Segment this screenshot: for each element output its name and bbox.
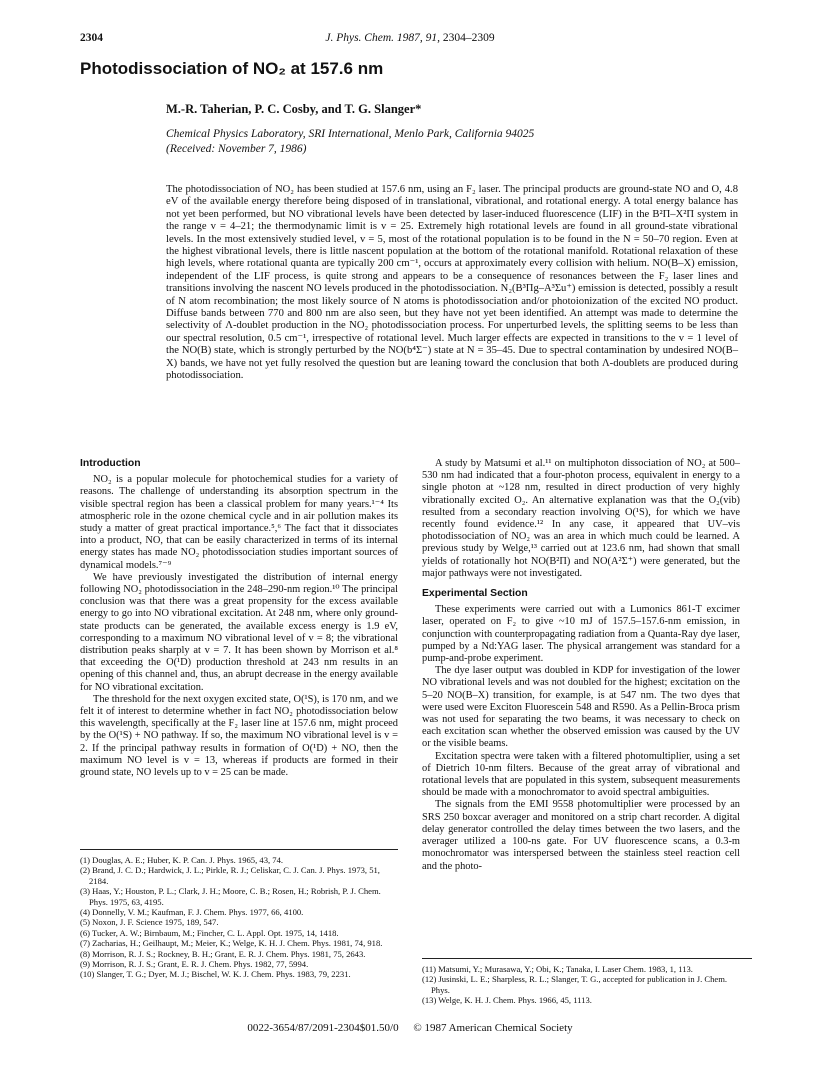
experimental-paragraph-1: These experiments were carried out with a Lumonics 861-T excimer laser, operated on F₂ to give ~10 mJ of 157.5–157.6-nm emission, in conjunction with counterpropagating radiation from a Quanta-Ray dye laser, pumped by a Nd:YAG laser. The physical arrangement was standard for a pump-and-probe experiment. <box>422 604 740 665</box>
left-column <box>80 458 398 779</box>
journal-year: 1987, <box>396 32 423 44</box>
page-footer <box>0 1022 820 1034</box>
reference-item: (8) Morrison, R. J. S.; Rockney, B. H.; Grant, E. R. J. Chem. Phys. 1981, 75, 2643. <box>80 948 366 959</box>
reference-item: (7) Zacharias, H.; Geilhaupt, M.; Meier, K.; Welge, K. H. J. Chem. Phys. 1981, 74, 918. <box>80 938 383 949</box>
journal-volume: 91, <box>425 32 441 44</box>
reference-item: (6) Tucker, A. W.; Birnbaum, M.; Fincher, C. L. Appl. Opt. 1975, 14, 1418. <box>80 927 339 938</box>
reference-item: (12) Jusinski, L. E.; Sharpless, R. L.; Slanger, T. G., accepted for publication in J. Chem. Phys. <box>422 974 728 995</box>
reference-item: (4) Donnelly, V. M.; Kaufman, F. J. Chem. Phys. 1977, 66, 4100. <box>80 907 304 918</box>
references-right <box>422 958 740 1006</box>
abstract: The photodissociation of NO₂ has been studied at 157.6 nm, using an F₂ laser. The principal products are ground-state NO and O, 4.8 eV of the available energy therefore being disposed of in translational, vibrational, and rotational energy. A total energy balance has not yet been performed, but NO vibrational levels have been detected by laser-induced fluorescence (LIF) in the B²Π–X²Π system in the range v = 4–21; the thermodynamic limit is v = 25. Extremely high rotational levels are found in all ground-state vibrational levels. In the most extensively studied level, v = 5, most of the rotational population is to be found in the N = 50–70 region. Even at the highest vibrational levels, there is little nascent population at the bottom of the rotational manifold. Rotational relaxation of these high levels, where rotational quanta are typically 200 cm⁻¹, occurs at approximately every collision with helium. NO(B–X) emission, independent of the LIF process, is quite strong and appears to be a consequence of resonances between the F₂ laser lines and transitions involving the nascent NO levels produced in the photodissociation. N₂(B³Πg–A³Σu⁺) emission is detected, possibly a result of N atom recombination; the most likely source of N atoms is photodissociation and/or photoionization of the excited NO product. Diffuse bands between 770 and 800 nm are also seen, but they have not yet been identified. An attempt was made to determine the selectivity of Λ-doublet production in the NO₂ photodissociation process. For unperturbed levels, the splitting seems to be less than our spectral resolution, 0.5 cm⁻¹, irrespective of rotational level. Much larger effects are expected in transitions to the v = 1 level of the NO(B) state, which is strongly perturbed by the NO(b⁴Σ⁻) state at N = 35–45. Due to spectral contamination by undesired NO(B–X) bands, we have not yet fully resolved the question but are leaning toward the conclusion that both Λ-doublets are produced during photodissociation. <box>166 184 738 382</box>
journal-citation <box>80 32 740 44</box>
reference-item: (5) Noxon, J. F. Science 1975, 189, 547. <box>80 917 219 928</box>
footnote-rule <box>422 958 752 959</box>
copyright-notice: © 1987 American Chemical Society <box>413 1022 573 1034</box>
reference-item: (13) Welge, K. H. J. Chem. Phys. 1966, 45, 1113. <box>422 995 592 1006</box>
author-list: M.-R. Taherian, P. C. Cosby, and T. G. Slanger* <box>166 102 422 116</box>
introduction-heading: Introduction <box>80 458 141 469</box>
references-left <box>80 849 398 980</box>
reference-item: (11) Matsumi, Y.; Murasawa, Y.; Obi, K.; Tanaka, I. Laser Chem. 1983, 1, 113. <box>422 964 693 974</box>
experimental-paragraph-3: Excitation spectra were taken with a filtered photomultiplier, using a set of Dietrich 10-nm filters. Because of the great array of vibrational and rotational levels that are populated in this system, subsequent measurements should be made with a monochromator to avoid spectral ambiguities. <box>422 750 740 799</box>
intro-paragraph-4: A study by Matsumi et al.¹¹ on multiphoton dissociation of NO₂ at 500–530 nm had indicated that a four-photon process, equivalent in energy to a single photon at ~128 nm, resulted in direct production of very highly vibrationally excited O₂. An alternative explanation was that the O₂(vib) resulted from a secondary reaction involving O(¹S), for which we have recently found evidence.¹² In any case, it appeared that UV–vis photodissociation of NO₂ was an area in which much could be learned. A previous study by Welge,¹³ carried out at 123.6 nm, had shown that small yields of rotationally hot NO(B²Π) and NO(A²Σ⁺) were generated, but the major pathways were not investigated. <box>422 458 740 579</box>
article-code: 0022-3654/87/2091-2304$01.50/0 <box>247 1022 399 1034</box>
right-column <box>422 458 740 873</box>
page-number: 2304 <box>80 32 103 44</box>
article-title: Photodissociation of NO₂ at 157.6 nm <box>80 59 384 78</box>
affiliation-block <box>166 127 534 157</box>
intro-paragraph-3: The threshold for the next oxygen excited state, O(¹S), is 170 nm, and we felt it of interest to determine whether in fact NO₂ photodissociation below this wavelength, specifically at the F₂ laser line at 157.6 nm, might proceed by the O(¹S) + NO pathway. If so, the maximum NO vibrational level is v = 2. If the principal pathway results in formation of O(¹D) + NO, then the maximum NO level is v = 13, whereas if products are formed in their ground state, NO levels up to v = 25 can be made. <box>80 693 398 779</box>
intro-paragraph-2: We have previously investigated the distribution of internal energy following NO₂ photodissociation in the 248–290-nm region.¹⁰ The principal conclusion was that there was a great propensity for the excess available energy to go into NO vibrational excitation. At 248 nm, where only ground-state products can be generated, the available excess energy is 1.9 eV, corresponding to a maximum NO vibrational level of v = 8; the vibrational distribution peaks sharply at v = 7. It has been shown by Morrison et al.⁸ that exceeding the O(¹D) production threshold at 243 nm results in an opening of this channel and, thus, an abrupt decrease in the energy available for NO vibrational excitation. <box>80 571 398 693</box>
running-head <box>80 32 740 48</box>
received-date: (Received: November 7, 1986) <box>166 143 307 155</box>
experimental-paragraph-2: The dye laser output was doubled in KDP for investigation of the lower NO vibrational levels and was not doubled for the highest; excitation on the 5–20 NO(B–X) transition, for example, is at 547 nm. The two dyes that were used were Exciton Fluorescein 548 and R590. As a Pellin-Broca prism was not used for separating the two beams, it was necessary to check on each excitation scan whether the observed emission was caused by the UV or the visible beams. <box>422 665 740 750</box>
experimental-heading: Experimental Section <box>422 588 528 600</box>
affiliation: Chemical Physics Laboratory, SRI International, Menlo Park, California 94025 <box>166 128 535 140</box>
reference-item: (1) Douglas, A. E.; Huber, K. P. Can. J. Phys. 1965, 43, 74. <box>80 855 284 865</box>
journal-name: J. Phys. Chem. <box>325 32 395 44</box>
reference-item: (2) Brand, J. C. D.; Hardwick, J. L.; Pirkle, R. J.; Celiskar, C. J. Can. J. Phys. 1973, 51, 2184. <box>80 865 380 886</box>
footnote-rule <box>80 849 398 850</box>
experimental-paragraph-4: The signals from the EMI 9558 photomultiplier were processed by an SRS 250 boxcar averager and monitored on a strip chart recorder. A digital delay generator controlled the delay times between the two lasers, and the averager utilized a 100-ns gate. For UV fluorescence scans, a 0.3-m monochromator was interspersed between the stainless steel reaction cell and the photo- <box>422 799 740 872</box>
reference-item: (9) Morrison, R. J. S.; Grant, E. R. J. Chem. Phys. 1982, 77, 5994. <box>80 959 309 970</box>
journal-pages: 2304–2309 <box>442 32 495 44</box>
reference-item: (3) Haas, Y.; Houston, P. L.; Clark, J. H.; Moore, C. B.; Rosen, H.; Robrish, P. J. Chem. Phys. 1975, 63, 4195. <box>80 886 381 907</box>
reference-item: (10) Slanger, T. G.; Dyer, M. J.; Bischel, W. K. J. Chem. Phys. 1983, 79, 2231. <box>80 969 351 980</box>
intro-paragraph-1: NO₂ is a popular molecule for photochemical studies for a variety of reasons. The challenge of understanding its absorption spectrum in the visible spectral region has been a classical problem for many years.¹⁻⁴ Its atmospheric role in the ozone chemical cycle and in air pollution makes its study a matter of great practical importance.⁵,⁶ The fact that it dissociates into a product, NO, that can be easily characterized in terms of its internal energy states has made NO₂ photodissociation studies important sources of dynamical models.⁷⁻⁹ <box>80 474 398 571</box>
